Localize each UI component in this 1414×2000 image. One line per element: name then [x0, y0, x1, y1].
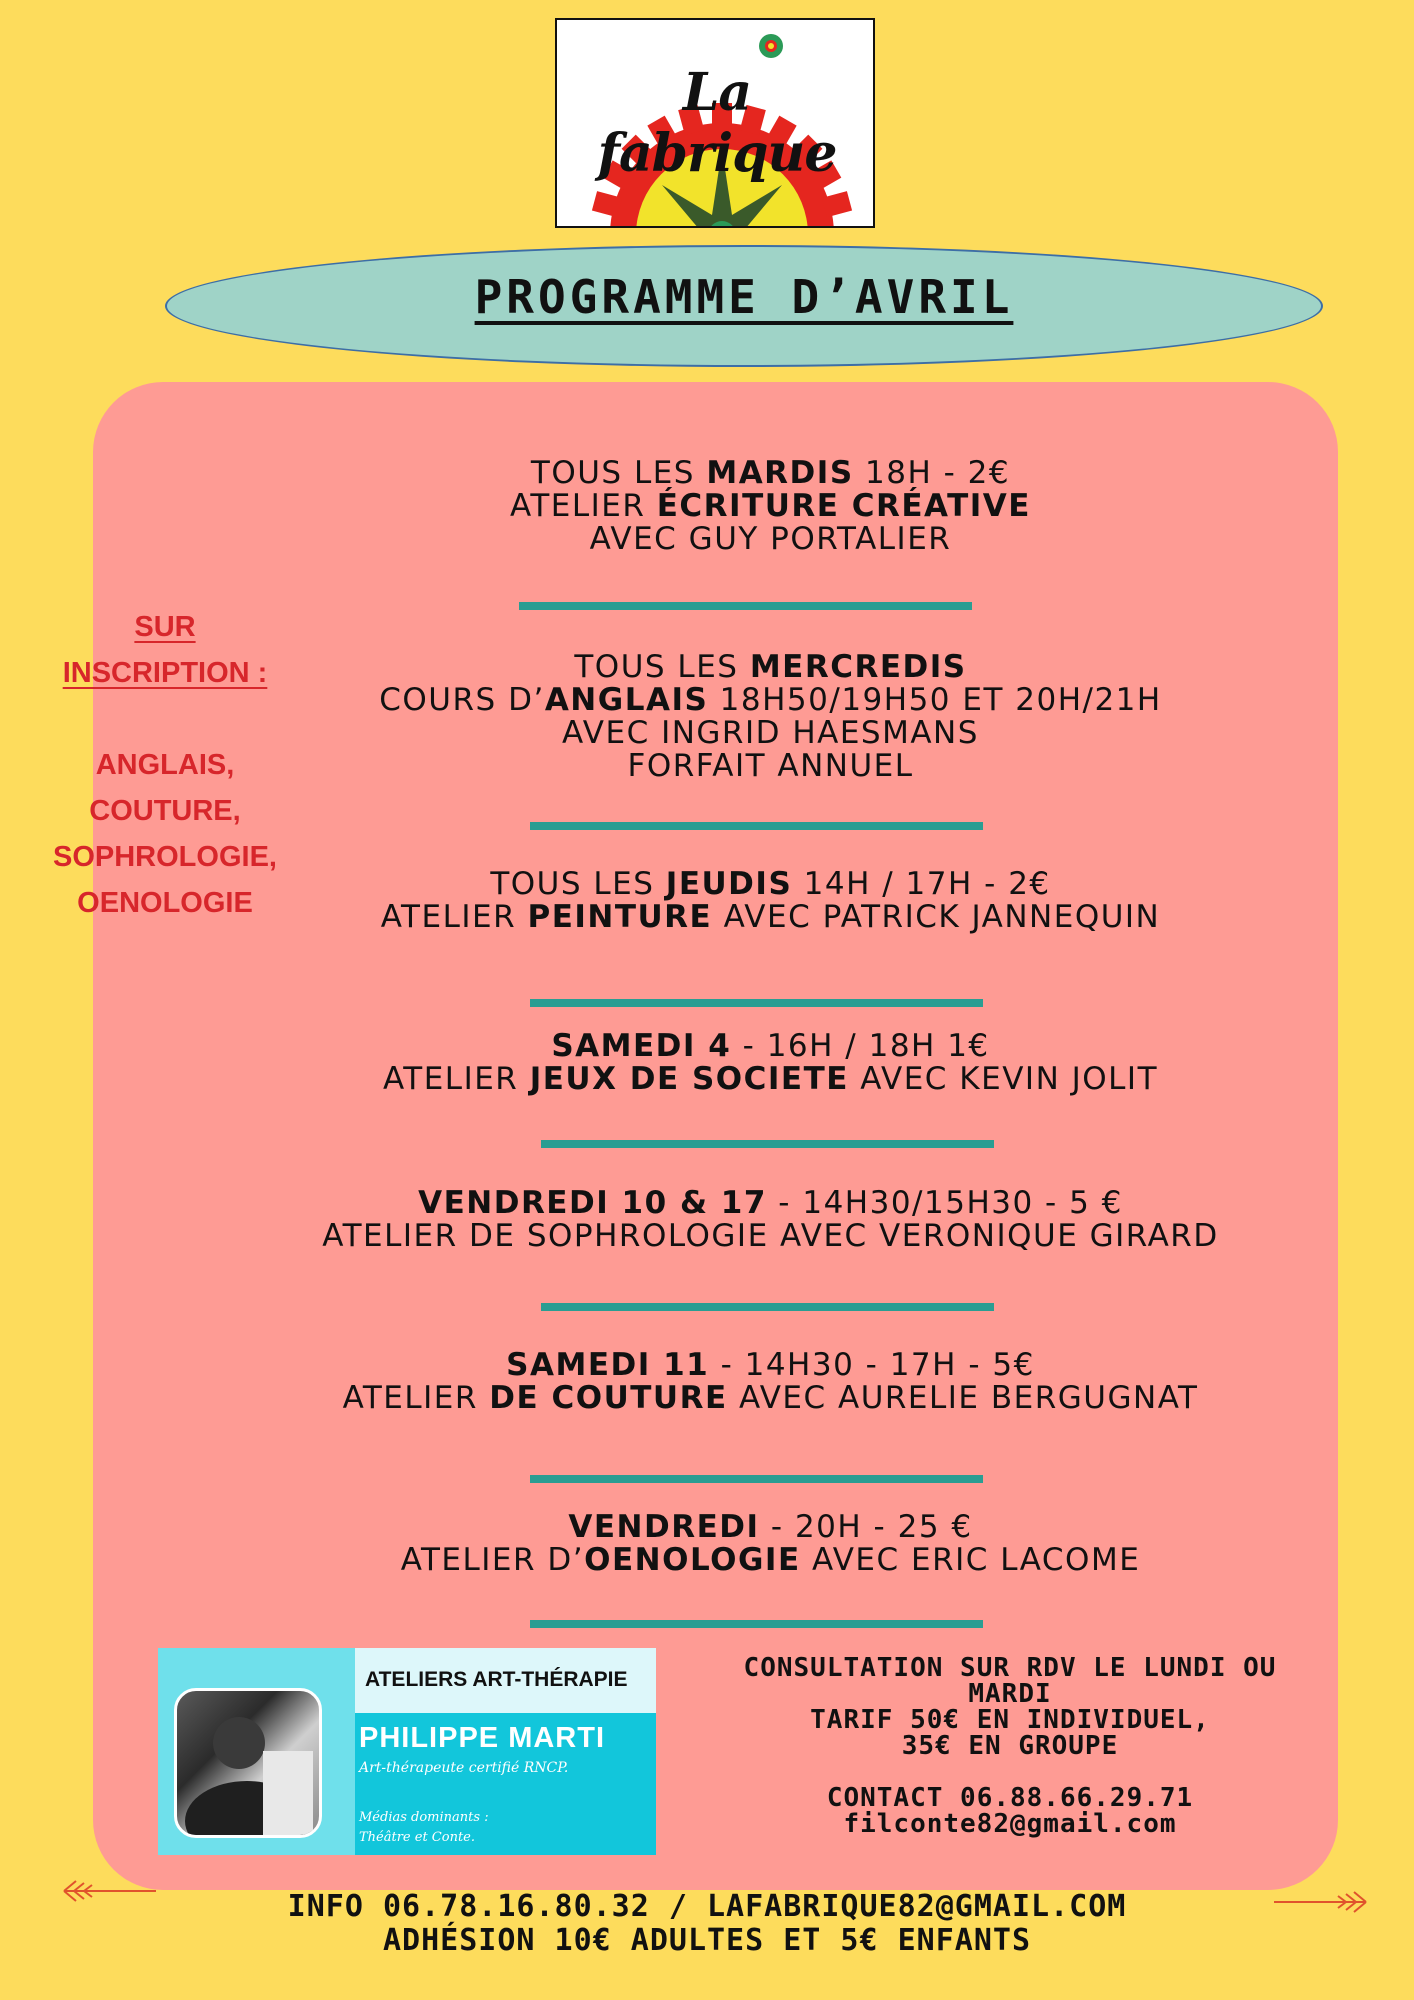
event-line: COURS D’ANGLAIS 18H50/19H50 ET 20H/21H	[379, 682, 1162, 718]
event-line: SAMEDI 11 - 14H30 - 17H - 5€	[506, 1347, 1035, 1383]
event-line: ATELIER DE SOPHROLOGIE AVEC VERONIQUE GIRARD	[322, 1218, 1219, 1254]
event-line: AVEC GUY PORTALIER	[589, 521, 952, 557]
separator	[541, 1140, 994, 1148]
registration-line1: SUR	[134, 611, 196, 643]
event-line: VENDREDI 10 & 17 - 14H30/15H30 - 5 €	[418, 1185, 1123, 1221]
registration-item: SOPHROLOGIE,	[53, 841, 277, 873]
separator	[530, 999, 983, 1007]
art-therapy-card	[158, 1648, 656, 1855]
art-therapy-heading: ATELIERS ART-THÉRAPIE	[365, 1668, 628, 1691]
registration-item: ANGLAIS,	[95, 749, 235, 781]
event-line: ATELIER ÉCRITURE CRÉATIVE	[510, 488, 1031, 524]
event-friday-oenology	[93, 1511, 1414, 1577]
event-line: ATELIER DE COUTURE AVEC AURELIE BERGUGNAT	[342, 1380, 1199, 1416]
separator	[541, 1303, 994, 1311]
footer-contact: INFO 06.78.16.80.32 / LAFABRIQUE82@GMAIL.COM	[287, 1889, 1127, 1924]
event-line: ATELIER JEUX DE SOCIETE AVEC KEVIN JOLIT	[382, 1061, 1159, 1097]
registration-item: COUTURE,	[89, 795, 241, 827]
therapist-media: Médias dominants : Théâtre et Conte.	[359, 1810, 489, 1845]
event-line: AVEC INGRID HAESMANS	[562, 715, 979, 751]
footer-membership: ADHÉSION 10€ ADULTES ET 5€ ENFANTS	[382, 1923, 1032, 1958]
event-line: TOUS LES MARDIS 18H - 2€	[530, 455, 1011, 491]
event-line: FORFAIT ANNUEL	[627, 748, 914, 784]
portrait-photo	[174, 1688, 322, 1838]
event-line: ATELIER PEINTURE AVEC PATRICK JANNEQUIN	[380, 899, 1161, 935]
separator	[519, 602, 972, 610]
event-thursday	[93, 868, 1414, 934]
logo	[555, 18, 875, 228]
separator	[530, 822, 983, 830]
therapist-name: PHILIPPE MARTI	[359, 1722, 606, 1754]
separator	[530, 1475, 983, 1483]
event-friday-10-17	[93, 1187, 1414, 1253]
event-saturday-11	[93, 1349, 1414, 1415]
event-wednesday	[93, 651, 1414, 783]
registration-item: OENOLOGIE	[77, 887, 253, 919]
event-line: TOUS LES JEUDIS 14H / 17H - 2€	[490, 866, 1051, 902]
consultation-info: CONSULTATION SUR RDV LE LUNDI OU MARDI TARIF 50€ EN INDIVIDUEL, 35€ EN GROUPE CONTACT 06.88.66.29.71 filconte82@gmail.com	[743, 1653, 1277, 1839]
event-line: VENDREDI - 20H - 25 €	[568, 1509, 973, 1545]
event-line: TOUS LES MERCREDIS	[574, 649, 967, 685]
logo-text: La fabrique	[597, 62, 837, 184]
separator	[530, 1620, 983, 1628]
event-line: SAMEDI 4 - 16H / 18H 1€	[551, 1028, 990, 1064]
therapist-subtitle: Art-thérapeute certifié RNCP.	[359, 1760, 569, 1776]
registration-line2: INSCRIPTION :	[62, 657, 268, 689]
footer-info	[0, 1890, 1414, 1958]
event-saturday-4	[93, 1030, 1414, 1096]
page-title: PROGRAMME D’AVRIL	[474, 270, 1014, 324]
event-line: ATELIER D’OENOLOGIE AVEC ERIC LACOME	[400, 1542, 1141, 1578]
event-tuesday	[93, 457, 1414, 556]
